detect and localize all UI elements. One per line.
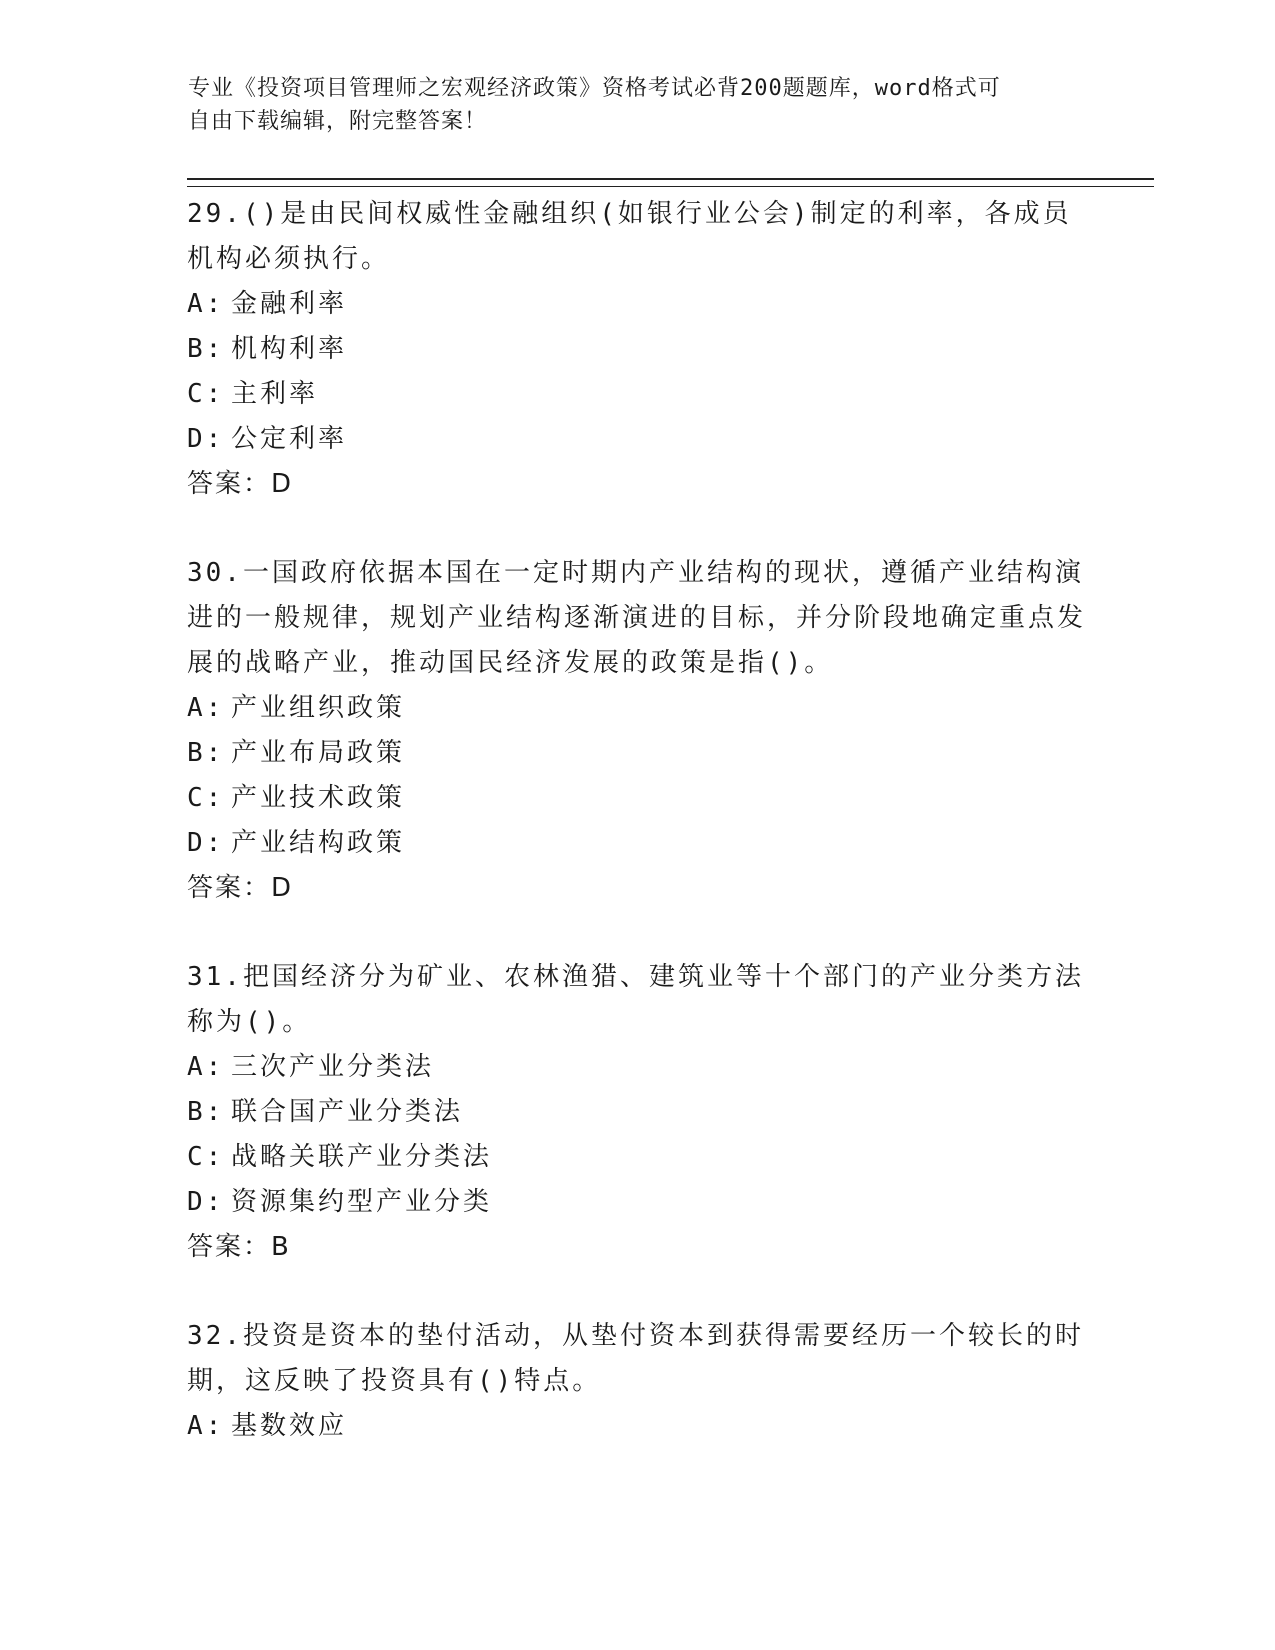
- option-a: [187, 1045, 1087, 1090]
- option-d: [187, 417, 1087, 462]
- header-divider: [187, 178, 1154, 187]
- option-key: C:: [187, 1142, 225, 1172]
- option-a: [187, 686, 1087, 731]
- question-stem: 29.()是由民间权威性金融组织(如银行业公会)制定的利率，各成员机构必须执行。: [187, 199, 1072, 274]
- option-d: [187, 821, 1087, 866]
- option-key: B:: [187, 334, 225, 364]
- option-text: 公定利率: [231, 424, 348, 454]
- question-32: [187, 1310, 1087, 1449]
- question-stem: 32.投资是资本的垫付活动，从垫付资本到获得需要经历一个较长的时期，这反映了投资具有()特点。: [187, 1321, 1084, 1396]
- option-b: [187, 327, 1087, 372]
- option-a: [187, 1404, 1087, 1449]
- option-key: D:: [187, 1187, 225, 1217]
- header-line-1: 专业《投资项目管理师之宏观经济政策》资格考试必背200题题库，word格式可: [188, 76, 1001, 101]
- option-key: A:: [187, 289, 225, 319]
- question-31: [187, 951, 1087, 1270]
- option-text: 联合国产业分类法: [231, 1097, 464, 1127]
- option-key: D:: [187, 828, 225, 858]
- option-text: 产业组织政策: [231, 693, 406, 723]
- option-key: A:: [187, 1052, 225, 1082]
- option-text: 产业结构政策: [231, 828, 406, 858]
- option-key: C:: [187, 379, 225, 409]
- question-list: [187, 188, 1087, 1489]
- question-29: [187, 188, 1087, 507]
- question-30: [187, 547, 1087, 911]
- option-d: [187, 1180, 1087, 1225]
- answer-line: 答案：D: [187, 469, 294, 499]
- option-text: 产业布局政策: [231, 738, 406, 768]
- option-key: D:: [187, 424, 225, 454]
- option-text: 战略关联产业分类法: [231, 1142, 493, 1172]
- option-c: [187, 776, 1087, 821]
- option-a: [187, 282, 1087, 327]
- option-b: [187, 1090, 1087, 1135]
- option-text: 主利率: [231, 379, 319, 409]
- option-key: A:: [187, 1411, 225, 1441]
- header-line-2: 自由下载编辑，附完整答案！: [188, 109, 488, 134]
- option-c: [187, 1135, 1087, 1180]
- document-header: [188, 72, 1068, 138]
- option-key: A:: [187, 693, 225, 723]
- option-text: 机构利率: [231, 334, 348, 364]
- option-text: 基数效应: [231, 1411, 348, 1441]
- option-b: [187, 731, 1087, 776]
- option-key: B:: [187, 1097, 225, 1127]
- question-stem: 31.把国经济分为矿业、农林渔猎、建筑业等十个部门的产业分类方法称为()。: [187, 962, 1084, 1037]
- option-text: 资源集约型产业分类: [231, 1187, 493, 1217]
- question-stem: 30.一国政府依据本国在一定时期内产业结构的现状，遵循产业结构演进的一般规律，规划产业结构逐渐演进的目标，并分阶段地确定重点发展的战略产业，推动国民经济发展的政策是指()。: [187, 558, 1087, 678]
- option-key: B:: [187, 738, 225, 768]
- option-text: 三次产业分类法: [231, 1052, 435, 1082]
- option-key: C:: [187, 783, 225, 813]
- option-text: 产业技术政策: [231, 783, 406, 813]
- option-text: 金融利率: [231, 289, 348, 319]
- option-c: [187, 372, 1087, 417]
- answer-line: 答案：B: [187, 1232, 291, 1262]
- answer-line: 答案：D: [187, 873, 294, 903]
